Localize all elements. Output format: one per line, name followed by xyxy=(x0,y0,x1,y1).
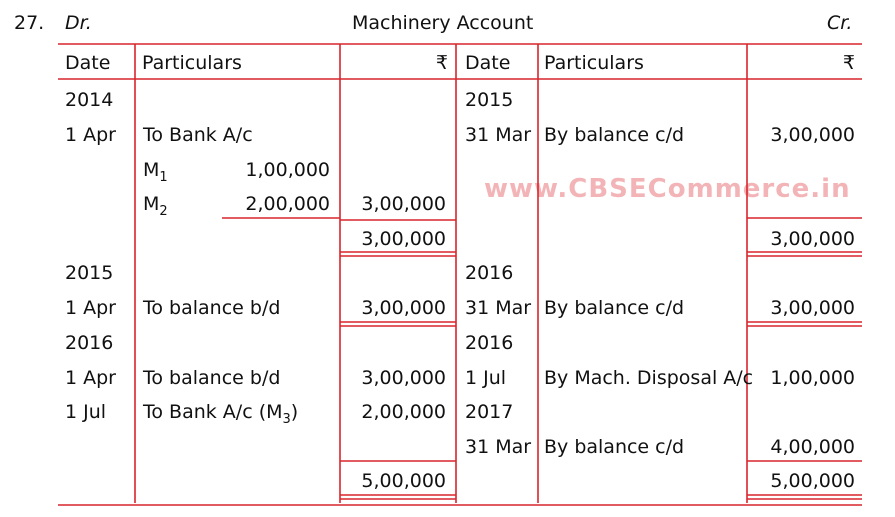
debit-total-2016: 5,00,000 xyxy=(361,470,446,492)
credit-by-balance-2016: By balance c/d xyxy=(544,297,685,319)
machine-m1: $M_1$ xyxy=(143,159,168,185)
credit-year-2017: 2017 xyxy=(465,401,514,423)
credit-by-balance: By balance c/d xyxy=(544,124,685,146)
credit-amount-balance: 3,00,000 xyxy=(770,124,855,146)
cr-label: Cr. xyxy=(827,12,853,34)
col-particulars-credit: Particulars xyxy=(544,52,644,74)
debit-year-2014: 2014 xyxy=(65,89,114,111)
col-amount-debit: ₹ xyxy=(435,52,448,74)
dr-label: Dr. xyxy=(65,12,92,34)
credit-amount-2017: 4,00,000 xyxy=(770,436,855,458)
credit-date-31mar-2016: 31 Mar xyxy=(465,297,532,319)
credit-year-2016b: 2016 xyxy=(465,332,514,354)
watermark: www.CBSECommerce.in xyxy=(484,174,851,204)
debit-year-2015: 2015 xyxy=(65,262,114,284)
credit-by-balance-2017: By balance c/d xyxy=(544,436,685,458)
credit-total-2015: 3,00,000 xyxy=(770,228,855,250)
debit-to-bank: To Bank A/c xyxy=(143,124,253,146)
debit-to-balance-2016: To balance b/d xyxy=(143,367,281,389)
credit-date-31mar: 31 Mar xyxy=(465,124,532,146)
credit-total-2017: 5,00,000 xyxy=(770,470,855,492)
debit-amount-2015: 3,00,000 xyxy=(361,297,446,319)
credit-amount-2016: 3,00,000 xyxy=(770,297,855,319)
debit-subtotal: 3,00,000 xyxy=(361,193,446,215)
credit-year-2016: 2016 xyxy=(465,262,514,284)
debit-date-1jul: 1 Jul xyxy=(65,401,107,423)
m2-amount: 2,00,000 xyxy=(245,193,330,215)
debit-date-1apr: 1 Apr xyxy=(65,124,116,146)
debit-year-2016: 2016 xyxy=(65,332,114,354)
col-amount-credit: ₹ xyxy=(842,52,855,74)
credit-date-1jul: 1 Jul xyxy=(465,367,507,389)
credit-year-2015: 2015 xyxy=(465,89,514,111)
question-number: 27. xyxy=(14,12,45,34)
debit-date-1apr-2016: 1 Apr xyxy=(65,367,116,389)
credit-by-disposal: By Mach. Disposal A/c xyxy=(544,367,754,389)
col-date-debit: Date xyxy=(65,52,111,74)
debit-total-2014: 3,00,000 xyxy=(361,228,446,250)
debit-amount-2016-balance: 3,00,000 xyxy=(361,367,446,389)
m1-amount: 1,00,000 xyxy=(245,159,330,181)
credit-date-31mar-2017: 31 Mar xyxy=(465,436,532,458)
col-particulars-debit: Particulars xyxy=(142,52,242,74)
col-date-credit: Date xyxy=(465,52,511,74)
debit-to-bank-m3: To Bank A/c $(M_3)$ xyxy=(143,401,299,427)
debit-amount-m3: 2,00,000 xyxy=(361,401,446,423)
debit-date-1apr-2015: 1 Apr xyxy=(65,297,116,319)
account-title: Machinery Account xyxy=(352,12,534,34)
credit-amount-disposal: 1,00,000 xyxy=(770,367,855,389)
machine-m2: $M_2$ xyxy=(143,193,168,219)
debit-to-balance-2015: To balance b/d xyxy=(143,297,281,319)
